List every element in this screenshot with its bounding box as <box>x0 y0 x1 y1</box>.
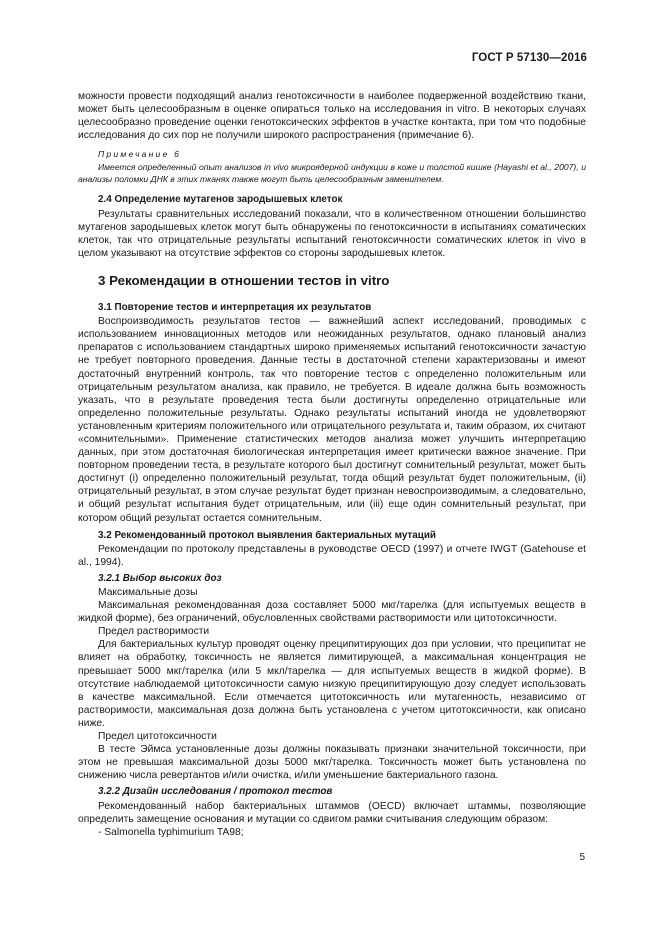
list-item: - Salmonella typhimurium TA98; <box>98 826 244 838</box>
section-heading-3-1: 3.1 Повторение тестов и интерпретация их результатов <box>98 302 372 314</box>
paragraph: Предел растворимости <box>98 626 210 638</box>
paragraph: В тесте Эймса установленные дозы должны показывать признаки значительной токсичности, при этом не превышая максимальной дозы 5000 мкг/тарелка. Токсичность может быть установлена по снижению числа ревертантов и/или очистка, и/или уменьшение бактериального газона. <box>78 744 586 782</box>
document-body <box>78 90 586 839</box>
paragraph: Для бактериальных культур проводят оценку преципитирующих доз при условии, что преципитат не влияет на обработку, токсичность не является лимитирующей, а максимальная концентрация не превышает 5000 мкг/тарелка (или 5 мкл/тарелка — для испытуемых веществ в жидкой форме). В отсутствие наблюдаемой цитотоксичности самую низкую преципитирующую дозу следует использовать в качестве максимальной. Если отмечается цитотоксичность или мутагенность, независимо от растворимости, максимальная доза должна быть установлена с учетом цитотоксичности, как описано ниже. <box>78 639 586 729</box>
paragraph: Предел цитотоксичности <box>98 731 217 743</box>
paragraph: Максимальная рекомендованная доза составляет 5000 мкг/тарелка (для испытуемых веществ в жидкой форме), без ограничений, обусловленных свойствами растворимости или цитотоксичности. <box>78 600 586 625</box>
paragraph: можности провести подходящий анализ генотоксичности в наиболее подверженной воздействию ткани, может быть целесообразным в оценке опираться только на исследования in vitro. В некоторых случаях целесообразно проведение оценки генотоксических эффектов в участке контакта, при том что подобные исследования до сих пор не получили широкого распространения (примечание 6). <box>78 91 586 142</box>
section-heading-3-2: 3.2 Рекомендованный протокол выявления бактериальных мутаций <box>98 529 436 541</box>
note-text: Имеется определенный опыт анализов in vivo микроядерной индукции в коже и толстой кишке (Hayashi et al., 2007), и анализы поломки ДНК в этих тканях также могут быть целесообразным заменителем. <box>78 162 586 185</box>
paragraph: Воспроизводимость результатов тестов — важнейший аспект исследований, проводимых с использованием инновационных методов или неожиданных результатов, однако плановый анализ препаратов с использованием стандартных широко применяемых испытаний генотоксичности зачастую не требует повторного проведения. Данные тесты в достаточной степени характеризованы и имеют достаточный внутренний контроль, так что повторение тестов с определенно положительным или отрицательным результатом анализа, как правило, не требуется. В идеале должна быть возможность указать, что в результате проведения теста были достигнуты определенно отрицательные или определенно положительные результаты. Однако результаты испытаний иногда не удовлетворяют установленным критериям положительного или отрицательного результата и, таким образом, их считают «сомнительными». Применение статистических методов анализа может улучшить интерпретацию данных, при этом достаточная биологическая интерпретация имеет критически важное значение. При повторном проведении теста, в результате которого был достигнут сомнительный результат, может быть достигнут (i) определенно положительный результат, тогда общий результат будет положительным, (ii) отрицательный результат, в этом случае результат будет признан невоспроизводимым, а следовательно, и общий результат испытания будет отрицательным, или (iii) еще один сомнительный результат, при котором общий результат остается сомнительным. <box>78 316 586 524</box>
note-title: Примечание 6 <box>98 149 182 160</box>
paragraph: Рекомендации по протоколу представлены в руководстве OECD (1997) и отчете IWGT (Gatehouse et al., 1994). <box>78 543 586 568</box>
section-heading-3-2-2: 3.2.2 Дизайн исследования / протокол тестов <box>98 786 333 798</box>
page-number: 5 <box>579 852 585 863</box>
paragraph: Максимальные дозы <box>98 587 198 598</box>
paragraph: Результаты сравнительных исследований показали, что в количественном отношении большинство мутагенов зародышевых клеток могут быть обнаружены по генотоксичности в испытаниях соматических клеток, так что отрицательные результаты испытаний генотоксичности соматических клеток in vivo в целом указывают на отсутствие эффектов со стороны зародышевых клеток. <box>78 208 586 259</box>
paragraph: Рекомендованный набор бактериальных штаммов (OECD) включает штаммы, позволяющие определить замещение основания и мутации со сдвигом рамки считывания следующим образом: <box>78 800 586 825</box>
section-heading-3: 3 Рекомендации в отношении тестов in vitro <box>98 272 390 288</box>
document-code: ГОСТ Р 57130—2016 <box>471 52 587 64</box>
section-heading-2-4: 2.4 Определение мутагенов зародышевых клеток <box>98 194 343 206</box>
section-heading-3-2-1: 3.2.1 Выбор высоких доз <box>98 572 222 584</box>
